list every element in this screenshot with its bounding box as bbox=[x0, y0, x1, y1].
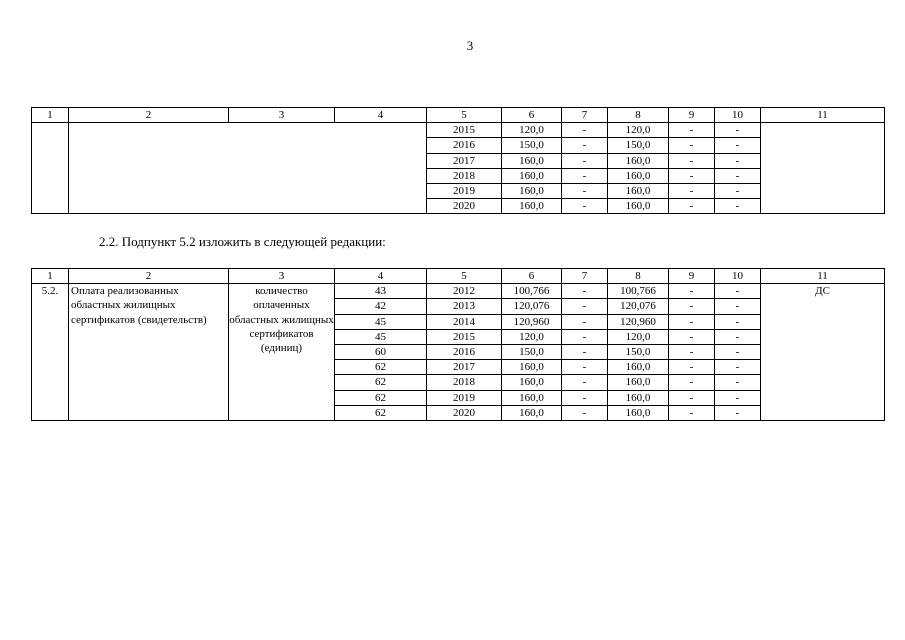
header-cell: 8 bbox=[608, 108, 669, 123]
year-cell: 2017 bbox=[427, 153, 502, 168]
value-cell: - bbox=[562, 284, 608, 299]
value-cell: 150,0 bbox=[502, 345, 562, 360]
value-cell: 160,0 bbox=[502, 168, 562, 183]
value-cell: 120,0 bbox=[608, 123, 669, 138]
value-cell: 43 bbox=[335, 284, 427, 299]
table-row bbox=[32, 123, 885, 138]
value-cell: - bbox=[715, 168, 761, 183]
value-cell: - bbox=[715, 199, 761, 214]
value-cell: - bbox=[669, 390, 715, 405]
value-cell: - bbox=[669, 299, 715, 314]
header-cell: 1 bbox=[32, 108, 69, 123]
value-cell: - bbox=[562, 390, 608, 405]
value-cell: 160,0 bbox=[502, 153, 562, 168]
header-cell: 2 bbox=[69, 108, 229, 123]
header-cell: 3 bbox=[229, 269, 335, 284]
value-cell: 120,076 bbox=[608, 299, 669, 314]
header-cell: 6 bbox=[502, 269, 562, 284]
value-cell: 100,766 bbox=[502, 284, 562, 299]
item-number-cell: 5.2. bbox=[32, 284, 69, 421]
value-cell: 100,766 bbox=[608, 284, 669, 299]
value-cell: - bbox=[562, 168, 608, 183]
value-cell: - bbox=[562, 153, 608, 168]
header-cell: 4 bbox=[335, 269, 427, 284]
value-cell: - bbox=[562, 138, 608, 153]
year-cell: 2020 bbox=[427, 199, 502, 214]
header-cell: 1 bbox=[32, 269, 69, 284]
value-cell: - bbox=[562, 123, 608, 138]
value-cell: - bbox=[715, 360, 761, 375]
header-cell: 11 bbox=[761, 269, 885, 284]
value-cell: 160,0 bbox=[608, 375, 669, 390]
value-cell: 120,0 bbox=[502, 123, 562, 138]
value-cell: - bbox=[669, 184, 715, 199]
year-cell: 2015 bbox=[427, 123, 502, 138]
year-cell: 2015 bbox=[427, 329, 502, 344]
value-cell: 160,0 bbox=[502, 405, 562, 420]
value-cell: - bbox=[562, 375, 608, 390]
item-name-cell: Оплата реализованных областных жилищных сертификатов (свидетельств) bbox=[69, 284, 229, 421]
year-cell: 2014 bbox=[427, 314, 502, 329]
value-cell: 160,0 bbox=[608, 199, 669, 214]
value-cell: - bbox=[715, 390, 761, 405]
value-cell: - bbox=[669, 153, 715, 168]
value-cell: - bbox=[715, 299, 761, 314]
table-header-row bbox=[32, 269, 885, 284]
header-cell: 9 bbox=[669, 108, 715, 123]
empty-cell bbox=[32, 123, 69, 214]
year-cell: 2017 bbox=[427, 360, 502, 375]
value-cell: - bbox=[562, 405, 608, 420]
value-cell: 160,0 bbox=[608, 168, 669, 183]
value-cell: - bbox=[669, 314, 715, 329]
value-cell: 62 bbox=[335, 360, 427, 375]
value-cell: 62 bbox=[335, 405, 427, 420]
value-cell: - bbox=[669, 375, 715, 390]
value-cell: 150,0 bbox=[502, 138, 562, 153]
value-cell: - bbox=[562, 299, 608, 314]
value-cell: 160,0 bbox=[502, 184, 562, 199]
value-cell: - bbox=[715, 138, 761, 153]
header-cell: 10 bbox=[715, 269, 761, 284]
value-cell: - bbox=[669, 138, 715, 153]
value-cell: 160,0 bbox=[608, 405, 669, 420]
header-cell: 5 bbox=[427, 108, 502, 123]
year-cell: 2019 bbox=[427, 184, 502, 199]
value-cell: - bbox=[669, 123, 715, 138]
empty-cell bbox=[69, 123, 427, 214]
header-cell: 4 bbox=[335, 108, 427, 123]
value-cell: - bbox=[669, 168, 715, 183]
value-cell: 120,0 bbox=[502, 329, 562, 344]
header-cell: 6 bbox=[502, 108, 562, 123]
section-instruction: 2.2. Подпункт 5.2 изложить в следующей редакции: bbox=[99, 234, 386, 249]
value-cell: - bbox=[715, 345, 761, 360]
value-cell: - bbox=[562, 329, 608, 344]
value-cell: 120,076 bbox=[502, 299, 562, 314]
year-cell: 2018 bbox=[427, 375, 502, 390]
value-cell: 160,0 bbox=[608, 184, 669, 199]
year-cell: 2020 bbox=[427, 405, 502, 420]
value-cell: - bbox=[715, 375, 761, 390]
value-cell: 45 bbox=[335, 314, 427, 329]
value-cell: 160,0 bbox=[502, 390, 562, 405]
page-number: 3 bbox=[466, 38, 474, 53]
header-cell: 2 bbox=[69, 269, 229, 284]
value-cell: - bbox=[669, 284, 715, 299]
header-cell: 10 bbox=[715, 108, 761, 123]
value-cell: 62 bbox=[335, 375, 427, 390]
value-cell: 120,960 bbox=[502, 314, 562, 329]
year-cell: 2013 bbox=[427, 299, 502, 314]
value-cell: 42 bbox=[335, 299, 427, 314]
year-cell: 2012 bbox=[427, 284, 502, 299]
header-cell: 3 bbox=[229, 108, 335, 123]
value-cell: 62 bbox=[335, 390, 427, 405]
value-cell: - bbox=[562, 184, 608, 199]
value-cell: - bbox=[669, 405, 715, 420]
header-cell: 7 bbox=[562, 108, 608, 123]
value-cell: - bbox=[669, 345, 715, 360]
value-cell: - bbox=[562, 360, 608, 375]
table-header-row bbox=[32, 108, 885, 123]
value-cell: 45 bbox=[335, 329, 427, 344]
value-cell: 160,0 bbox=[502, 375, 562, 390]
value-cell: - bbox=[715, 184, 761, 199]
value-cell: - bbox=[669, 329, 715, 344]
value-cell: 60 bbox=[335, 345, 427, 360]
header-cell: 5 bbox=[427, 269, 502, 284]
value-cell: 160,0 bbox=[608, 153, 669, 168]
indicator-cell: количество оплаченных областных жилищных сертификатов (единиц) bbox=[229, 284, 335, 421]
value-cell: 120,0 bbox=[608, 329, 669, 344]
header-cell: 7 bbox=[562, 269, 608, 284]
year-cell: 2019 bbox=[427, 390, 502, 405]
value-cell: - bbox=[715, 284, 761, 299]
value-cell: - bbox=[715, 123, 761, 138]
value-cell: 160,0 bbox=[608, 360, 669, 375]
year-cell: 2016 bbox=[427, 138, 502, 153]
value-cell: 150,0 bbox=[608, 345, 669, 360]
continuation-table bbox=[31, 107, 885, 214]
executor-cell: ДС bbox=[761, 284, 885, 421]
value-cell: - bbox=[669, 199, 715, 214]
value-cell: 150,0 bbox=[608, 138, 669, 153]
value-cell: 120,960 bbox=[608, 314, 669, 329]
table-row bbox=[32, 284, 885, 299]
measure-table bbox=[31, 268, 885, 421]
value-cell: - bbox=[562, 314, 608, 329]
header-cell: 9 bbox=[669, 269, 715, 284]
value-cell: - bbox=[562, 345, 608, 360]
value-cell: 160,0 bbox=[502, 199, 562, 214]
year-cell: 2016 bbox=[427, 345, 502, 360]
header-cell: 8 bbox=[608, 269, 669, 284]
value-cell: - bbox=[715, 153, 761, 168]
header-cell: 11 bbox=[761, 108, 885, 123]
value-cell: - bbox=[562, 199, 608, 214]
value-cell: 160,0 bbox=[608, 390, 669, 405]
empty-cell bbox=[761, 123, 885, 214]
year-cell: 2018 bbox=[427, 168, 502, 183]
value-cell: - bbox=[715, 329, 761, 344]
value-cell: - bbox=[669, 360, 715, 375]
value-cell: - bbox=[715, 405, 761, 420]
value-cell: 160,0 bbox=[502, 360, 562, 375]
value-cell: - bbox=[715, 314, 761, 329]
